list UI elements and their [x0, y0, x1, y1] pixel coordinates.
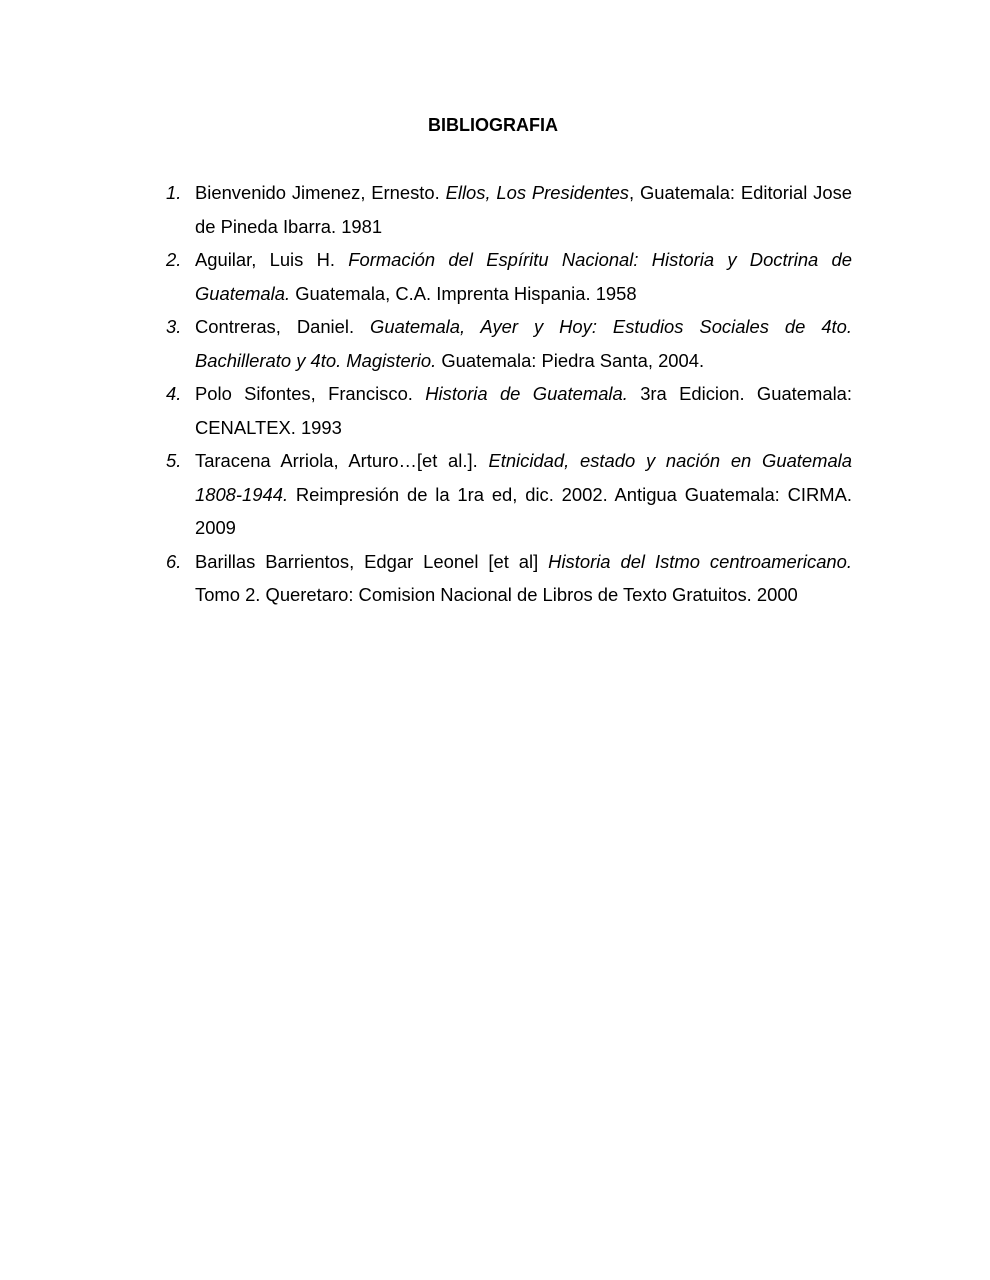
entry-text: Barillas Barrientos, Edgar Leonel [et al]	[195, 550, 549, 572]
entry-number: 6.	[166, 550, 182, 572]
bibliography-entry	[166, 377, 852, 444]
bibliography-entry	[166, 545, 852, 612]
entry-work-title: Historia de Guatemala.	[425, 383, 628, 404]
entry-text: Guatemala, C.A. Imprenta Hispania. 1958	[290, 282, 637, 304]
entry-number: 5.	[166, 450, 182, 471]
bibliography-entry	[166, 310, 852, 377]
bibliography-entry	[166, 176, 852, 243]
entry-text: Reimpresión de la 1ra ed, dic. 2002. Antigua Guatemala: CIRMA. 2009	[195, 483, 852, 538]
entry-text: Tomo 2. Queretaro: Comision Nacional de Libros de Texto Gratuitos. 2000	[195, 584, 798, 605]
entry-work-title: Formación del Espíritu Nacional: Historia y Doctrina de Guatemala.	[195, 249, 853, 304]
entry-work-title: Etnicidad, estado y nación en Guatemala 1808-1944.	[195, 450, 852, 505]
entry-text: Contreras, Daniel.	[195, 316, 371, 337]
entry-text: , Guatemala: Editorial Jose de Pineda Ibarra. 1981	[195, 182, 852, 237]
entry-number: 3.	[166, 316, 182, 337]
entry-text: Guatemala: Piedra Santa, 2004.	[436, 349, 705, 371]
entry-number: 4.	[166, 383, 182, 404]
entry-text: Polo Sifontes, Francisco.	[195, 383, 426, 404]
entry-text: Taracena Arriola, Arturo…[et al.].	[195, 450, 489, 471]
bibliography-entry	[166, 444, 852, 545]
entry-number: 1.	[166, 182, 182, 203]
bibliography-list	[166, 176, 852, 612]
bibliography-entry	[166, 243, 852, 310]
entry-work-title: Historia del Istmo centroamericano.	[548, 550, 852, 572]
entry-text: 3ra Edicion. Guatemala: CENALTEX. 1993	[195, 383, 852, 438]
entry-work-title: Ellos, Los Presidentes	[445, 182, 630, 203]
page-title: BIBLIOGRAFIA	[428, 115, 558, 135]
entry-work-title: Guatemala, Ayer y Hoy: Estudios Sociales de 4to. Bachillerato y 4to. Magisterio.	[195, 316, 852, 371]
entry-text: Bienvenido Jimenez, Ernesto.	[195, 182, 446, 203]
entry-text: Aguilar, Luis H.	[195, 249, 349, 270]
entry-number: 2.	[166, 249, 182, 270]
